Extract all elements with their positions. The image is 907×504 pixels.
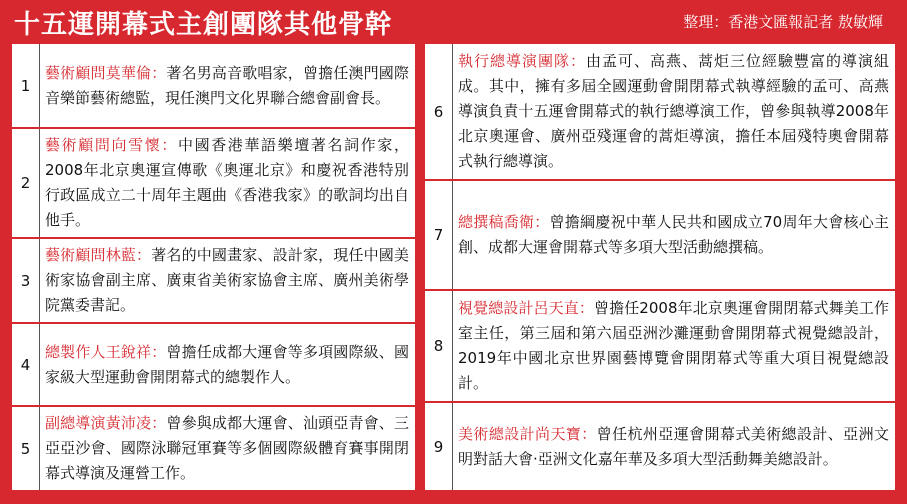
list-item bbox=[12, 44, 415, 129]
page-title: 十五運開幕式主創團隊其他骨幹 bbox=[14, 10, 393, 40]
item-number: 4 bbox=[12, 324, 40, 405]
item-title: 美術總設計尚天寶： bbox=[458, 424, 597, 443]
item-number: 6 bbox=[425, 44, 453, 179]
item-number: 1 bbox=[12, 44, 40, 127]
item-text bbox=[458, 181, 889, 289]
item-number: 2 bbox=[12, 129, 40, 237]
item-text bbox=[45, 324, 409, 405]
item-title: 總撰稿喬衛： bbox=[458, 213, 550, 231]
item-text bbox=[45, 407, 409, 490]
item-text bbox=[45, 44, 409, 127]
list-item bbox=[425, 44, 895, 181]
item-title: 視覺總設計呂天直： bbox=[458, 299, 594, 317]
item-number: 8 bbox=[425, 291, 453, 401]
item-title: 執行總導演團隊： bbox=[458, 52, 586, 70]
item-number: 5 bbox=[12, 407, 40, 490]
credit-line: 整理：香港文匯報記者 敖敏輝 bbox=[683, 13, 883, 31]
header bbox=[0, 0, 907, 42]
item-text bbox=[45, 129, 409, 237]
item-body: 中國香港華語樂壇著名詞作家，2008年北京奧運宣傳歌《奧運北京》和慶祝香港特別行政區成立二十周年主題曲《香港我家》的歌詞均出自他手。 bbox=[45, 136, 409, 229]
item-body: 著名男高音歌唱家，曾擔任澳門國際音樂節藝術總監，現任澳門文化界聯合總會副會長。 bbox=[45, 63, 409, 107]
item-body: 曾參與成都大運會、汕頭亞青會、三亞亞沙會、國際泳聯冠軍賽等多個國際級體育賽事開閉幕式導演及運營工作。 bbox=[45, 414, 409, 482]
list-item bbox=[12, 239, 415, 324]
item-body: 著名的中國畫家、設計家，現任中國美術家協會副主席、廣東省美術家協會主席、廣州美術學院黨委書記。 bbox=[45, 246, 409, 314]
item-number: 3 bbox=[12, 239, 40, 322]
item-text bbox=[45, 239, 409, 322]
item-number: 9 bbox=[425, 403, 453, 490]
item-title: 藝術顧問向雪懷： bbox=[45, 136, 178, 154]
list-item bbox=[12, 324, 415, 407]
item-body: 由孟可、高燕、蒿炬三位經驗豐富的導演組成。其中，擁有多屆全國運動會開閉幕式執導經驗的孟可、高燕導演負責十五運會開幕式的執行總導演工作，曾參與執導2008年北京奧運會、廣州亞殘運會的蒿炬導演，擔任本屆殘特奧會開幕式執行總導演。 bbox=[458, 52, 889, 170]
item-text bbox=[458, 44, 889, 179]
list-item bbox=[425, 291, 895, 403]
item-title: 副總導演黃沛凌： bbox=[45, 414, 167, 432]
item-title: 藝術顧問莫華倫： bbox=[45, 63, 167, 82]
item-number: 7 bbox=[425, 181, 453, 289]
item-body: 曾擔綱慶祝中華人民共和國成立70周年大會核心主創、成都大運會開幕式等多項大型活動總撰稿。 bbox=[458, 213, 889, 256]
left-column bbox=[12, 44, 415, 490]
item-text bbox=[458, 403, 889, 490]
item-title: 總製作人王銳祥： bbox=[45, 342, 167, 361]
right-column bbox=[425, 44, 895, 490]
item-body: 曾擔任成都大運會等多項國際級、國家級大型運動會開閉幕式的總製作人。 bbox=[45, 342, 409, 386]
list-item bbox=[12, 129, 415, 239]
list-item bbox=[425, 181, 895, 291]
item-body: 曾任杭州亞運會開幕式美術總設計、亞洲文明對話大會·亞洲文化嘉年華及多項大型活動舞美總設計。 bbox=[458, 424, 889, 468]
list-item bbox=[12, 407, 415, 490]
item-title: 藝術顧問林藍： bbox=[45, 246, 152, 264]
item-text bbox=[458, 291, 889, 401]
item-body: 曾擔任2008年北京奧運會開閉幕式舞美工作室主任，第三屆和第六屆亞洲沙灘運動會開閉幕式視覺總設計，2019年中國北京世界園藝博覽會開閉幕式等重大項目視覺總設計。 bbox=[458, 299, 889, 392]
list-item bbox=[425, 403, 895, 490]
